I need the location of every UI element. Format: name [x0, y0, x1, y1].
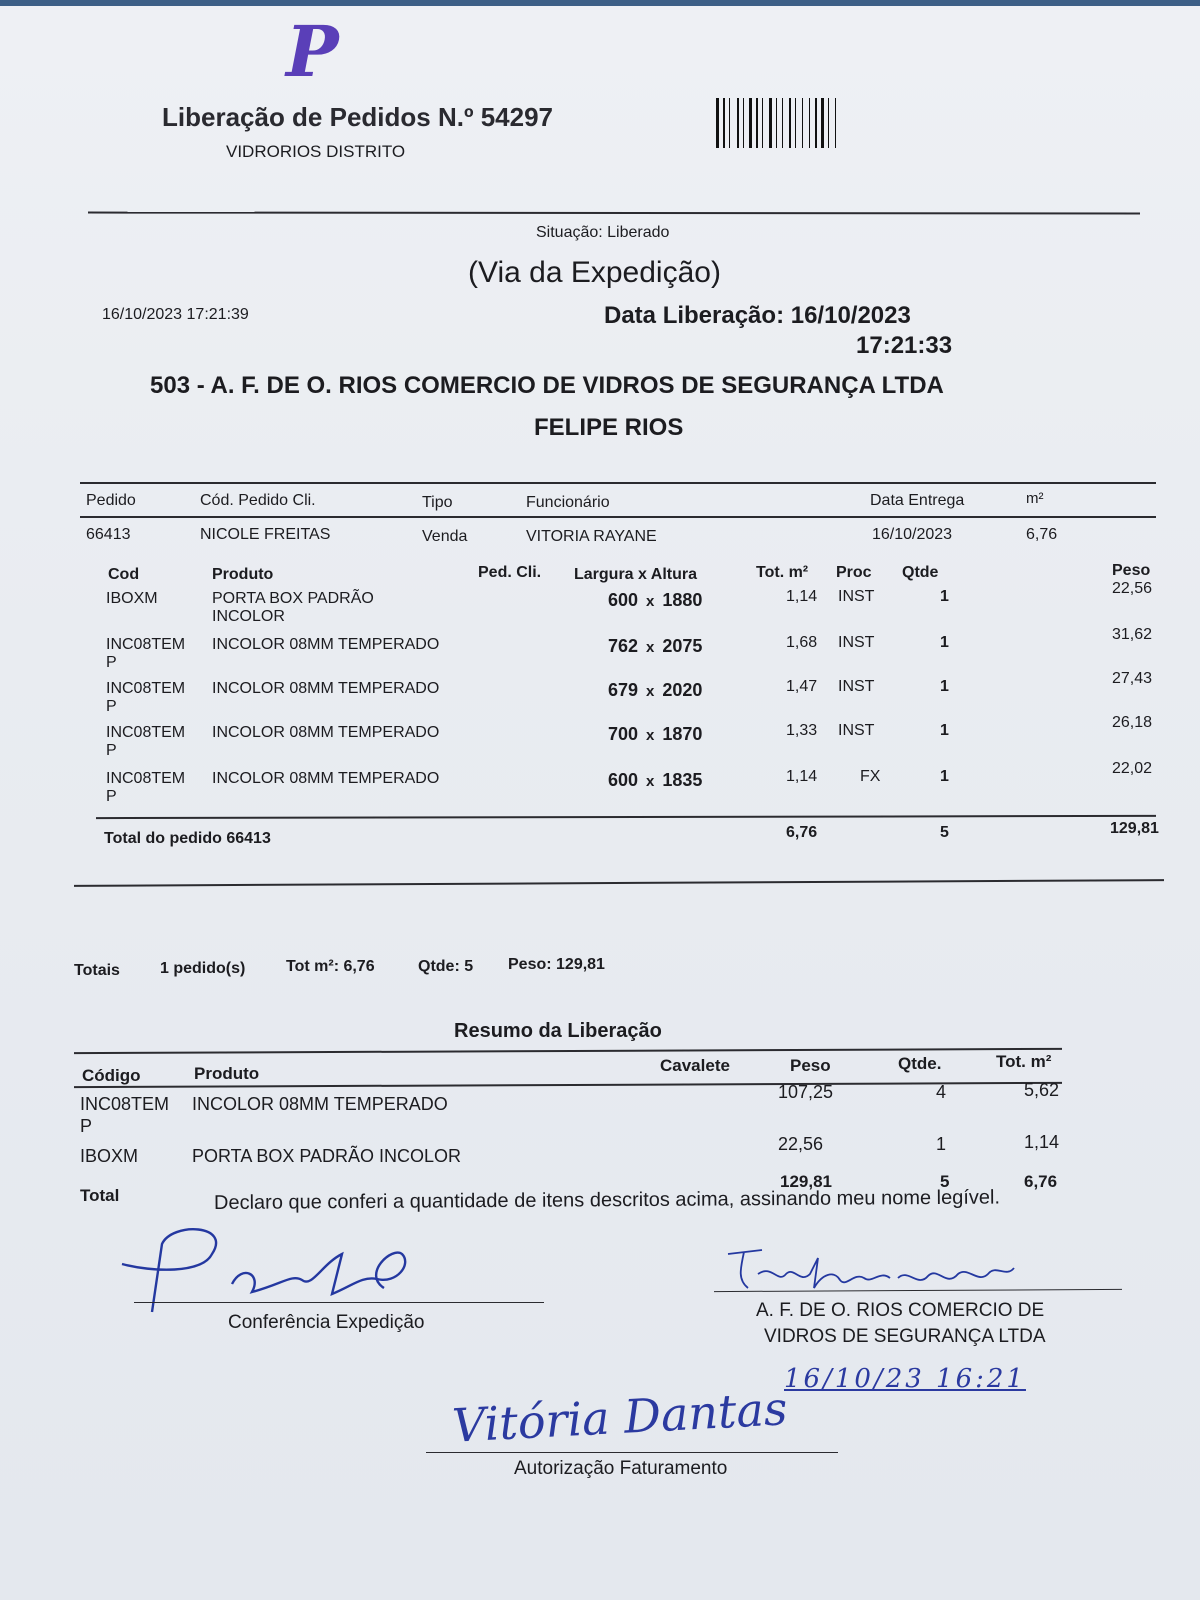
client-handwritten-date: 16/10/23 16:21 [784, 1364, 1026, 1394]
item-altura: 1870 [662, 724, 703, 744]
via-label: (Via da Expedição) [468, 256, 721, 289]
item-qtde: 1 [940, 634, 949, 651]
item-cod: P [106, 698, 117, 715]
status-text: Situação: Liberado [536, 224, 670, 241]
barcode-bar [789, 98, 791, 148]
item-tot-m2: 1,68 [786, 634, 818, 651]
client-signature-label-2: VIDROS DE SEGURANÇA LTDA [764, 1326, 1046, 1347]
summary-row-peso: 22,56 [778, 1134, 824, 1154]
item-x: x [646, 773, 655, 790]
barcode-bar [782, 98, 783, 148]
order-total-m2: 6,76 [786, 824, 818, 841]
summary-row-codigo: INC08TEM [80, 1094, 170, 1114]
item-produto: INCOLOR [212, 608, 285, 625]
item-altura: 1880 [662, 590, 703, 610]
summary-row-qtde: 4 [936, 1082, 947, 1102]
barcode-bar [716, 98, 719, 148]
item-qtde: 1 [940, 722, 949, 739]
item-tot-m2: 1,33 [786, 722, 818, 739]
release-date-value: 16/10/2023 [790, 302, 911, 329]
barcode [716, 98, 898, 148]
order-cod-pedido-cli: NICOLE FREITAS [200, 526, 331, 543]
autorizacao-signature: Vitória Dantas [450, 1381, 789, 1453]
items-col-peso: Peso [1112, 562, 1151, 579]
item-peso: 22,02 [1112, 760, 1153, 777]
barcode-bar [737, 98, 739, 148]
summary-col-tot-m2: Tot. m² [996, 1052, 1052, 1071]
company-name: VIDRORIOS DISTRITO [226, 142, 406, 161]
item-proc: INST [838, 722, 875, 739]
col-data-entrega: Data Entrega [870, 492, 965, 509]
summary-col-cavalete: Cavalete [660, 1056, 730, 1075]
item-cod: P [106, 788, 117, 805]
item-produto: INCOLOR 08MM TEMPERADO [212, 636, 440, 653]
item-proc: INST [838, 678, 875, 695]
order-data-entrega: 16/10/2023 [872, 526, 953, 543]
page-title: Liberação de Pedidos N.º 54297 [162, 102, 553, 132]
item-proc: FX [860, 768, 881, 785]
item-altura: 2020 [662, 680, 703, 700]
order-total-qtde: 5 [940, 824, 949, 841]
barcode-bar [756, 98, 758, 148]
col-m2: m² [1026, 490, 1044, 507]
item-produto: INCOLOR 08MM TEMPERADO [212, 680, 440, 697]
conferencia-signature [112, 1224, 432, 1324]
items-col-altura: Altura [650, 566, 698, 583]
col-cod-pedido-cli: Cód. Pedido Cli. [200, 492, 316, 509]
summary-row-produto: PORTA BOX PADRÃO INCOLOR [192, 1146, 462, 1166]
item-qtde: 1 [940, 588, 949, 605]
items-col-tot-m2: Tot. m² [756, 564, 809, 581]
release-time: 17:21:33 [856, 332, 953, 359]
conferencia-label: Conferência Expedição [228, 1312, 425, 1333]
order-funcionario: VITORIA RAYANE [526, 528, 657, 545]
item-x: x [646, 593, 655, 610]
order-m2: 6,76 [1026, 526, 1058, 543]
release-date [604, 302, 911, 330]
item-produto: PORTA BOX PADRÃO [212, 590, 374, 607]
col-funcionario: Funcionário [526, 494, 610, 511]
handwritten-p-mark: P [286, 10, 339, 93]
totals-pedidos: 1 pedido(s) [160, 960, 246, 977]
item-cod: IBOXM [106, 590, 158, 607]
summary-row-codigo: IBOXM [80, 1146, 139, 1166]
item-qtde: 1 [940, 678, 949, 695]
item-tot-m2: 1,47 [786, 678, 818, 695]
col-pedido: Pedido [86, 492, 136, 509]
client-signature [722, 1244, 1022, 1296]
client-signature-label-1: A. F. DE O. RIOS COMERCIO DE [756, 1300, 1045, 1321]
items-col-ped-cli: Ped. Cli. [478, 564, 542, 581]
order-pedido: 66413 [86, 526, 131, 543]
items-col-cod: Cod [108, 566, 140, 583]
items-col-proc: Proc [836, 564, 872, 581]
item-dimensions [608, 636, 702, 657]
barcode-bar [776, 98, 777, 148]
order-tipo: Venda [422, 528, 468, 545]
summary-row-tot-m2: 1,14 [1024, 1132, 1060, 1152]
item-peso: 27,43 [1112, 670, 1153, 687]
item-cod: INC08TEM [106, 770, 186, 787]
item-altura: 2075 [662, 636, 703, 656]
order-total-label: Total do pedido 66413 [104, 830, 271, 847]
item-x: x [646, 727, 655, 744]
summary-row-codigo: P [80, 1116, 93, 1136]
barcode-bar [723, 98, 725, 148]
barcode-bar [769, 98, 772, 148]
barcode-bar [795, 98, 796, 148]
item-peso: 22,56 [1112, 580, 1153, 597]
totals-peso: Peso: 129,81 [508, 956, 605, 973]
item-cod: INC08TEM [106, 724, 186, 741]
order-total-peso: 129,81 [1110, 820, 1159, 837]
items-col-largura [574, 566, 697, 584]
barcode-bar [835, 98, 836, 148]
barcode-bar [729, 98, 730, 148]
item-largura: 762 [608, 636, 639, 656]
item-cod: P [106, 654, 117, 671]
item-largura: 600 [608, 590, 639, 610]
item-largura: 700 [608, 724, 639, 744]
summary-col-produto: Produto [194, 1064, 260, 1083]
item-peso: 31,62 [1112, 626, 1153, 643]
items-col-produto: Produto [212, 566, 274, 583]
item-proc: INST [838, 588, 875, 605]
totals-qtde: Qtde: 5 [418, 958, 474, 975]
barcode-bar [828, 98, 829, 148]
declaration-text: Declaro que conferi a quantidade de itens descritos acima, assinando meu nome legível. [213, 1186, 1001, 1214]
summary-title: Resumo da Liberação [454, 1020, 662, 1042]
item-dimensions [608, 724, 702, 745]
document-page [0, 6, 1200, 1600]
summary-total-label: Total [80, 1186, 120, 1205]
item-largura: 600 [608, 770, 639, 790]
item-cod: INC08TEM [106, 636, 186, 653]
totals-tot-m2: Tot m²: 6,76 [286, 958, 375, 975]
item-largura: 679 [608, 680, 639, 700]
barcode-bar [802, 98, 803, 148]
item-tot-m2: 1,14 [786, 588, 818, 605]
summary-col-peso: Peso [790, 1056, 831, 1075]
items-col-qtde: Qtde [902, 564, 939, 581]
barcode-bar [762, 98, 763, 148]
summary-col-codigo: Código [82, 1066, 141, 1085]
summary-total-tot-m2: 6,76 [1024, 1172, 1058, 1191]
col-tipo: Tipo [422, 494, 453, 511]
item-x: x [646, 639, 655, 656]
barcode-bar [743, 98, 744, 148]
item-proc: INST [838, 634, 875, 651]
item-dimensions [608, 590, 702, 611]
summary-row-produto: INCOLOR 08MM TEMPERADO [192, 1094, 448, 1114]
summary-row-peso: 107,25 [778, 1082, 834, 1102]
item-altura: 1835 [662, 770, 703, 790]
summary-total-qtde: 5 [940, 1172, 950, 1191]
item-qtde: 1 [940, 768, 949, 785]
autorizacao-label: Autorização Faturamento [514, 1458, 728, 1479]
summary-row-tot-m2: 5,62 [1024, 1080, 1060, 1100]
client-name: 503 - A. F. DE O. RIOS COMERCIO DE VIDROS DE SEGURANÇA LTDA [150, 372, 944, 399]
summary-row-qtde: 1 [936, 1134, 947, 1154]
item-dimensions [608, 680, 702, 701]
barcode-bar [815, 98, 817, 148]
items-col-x: x [638, 566, 647, 583]
item-produto: INCOLOR 08MM TEMPERADO [212, 724, 440, 741]
printed-timestamp: 16/10/2023 17:21:39 [102, 306, 249, 323]
item-produto: INCOLOR 08MM TEMPERADO [212, 770, 440, 787]
barcode-bar [821, 98, 824, 148]
summary-total-peso: 129,81 [780, 1172, 832, 1191]
item-cod: P [106, 742, 117, 759]
barcode-bar [809, 98, 810, 148]
item-cod: INC08TEM [106, 680, 186, 697]
summary-col-qtde: Qtde. [898, 1054, 942, 1073]
barcode-bar [749, 98, 752, 148]
item-x: x [646, 683, 655, 700]
item-tot-m2: 1,14 [786, 768, 818, 785]
item-peso: 26,18 [1112, 714, 1153, 731]
client-contact: FELIPE RIOS [534, 414, 684, 441]
item-dimensions [608, 770, 702, 791]
release-label: Data Liberação: [604, 302, 785, 329]
items-col-largura-label: Largura [574, 566, 634, 583]
totals-label: Totais [74, 962, 120, 979]
